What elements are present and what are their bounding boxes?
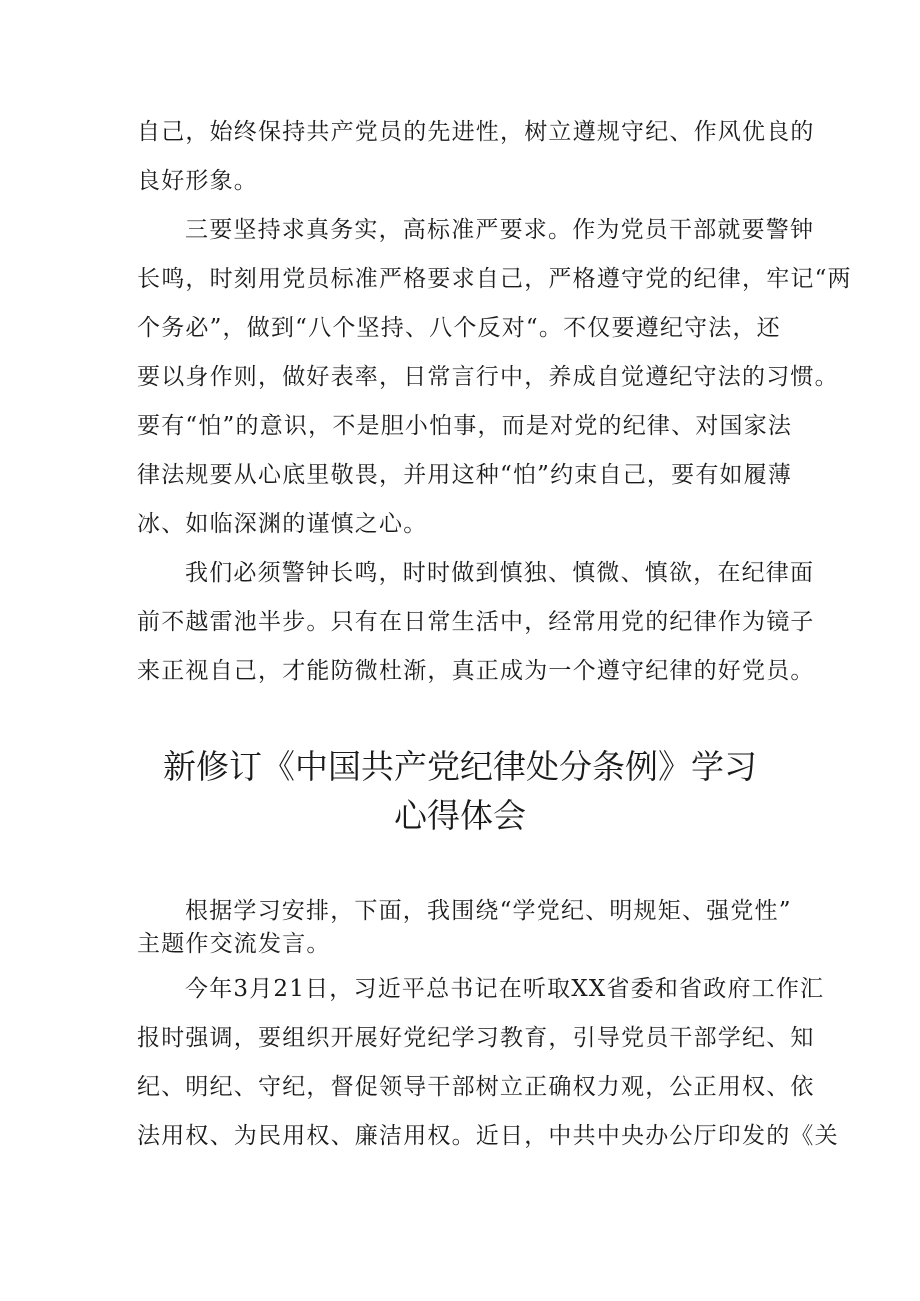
text-line: 根据学习安排，下面，我围绕“学党纪、明规矩、强党性” [185,898,792,924]
text-line: 今年3月21日，习近平总书记在听取XX省委和省政府工作汇 [185,976,825,1002]
text-line: 个务必”，做到“八个坚持、八个反对“。不仅要遵纪守法，还 [137,315,781,341]
text-line: 报时强调，要组织开展好党纪学习教育，引导党员干部学纪、知 [137,1025,815,1051]
text-line: 冰、如临深渊的谨慎之心。 [137,511,428,537]
article-title-line-1: 新修订《中国共产党纪律处分条例》学习 [163,747,757,786]
text-line: 长鸣，时刻用党员标准严格要求自己，严格遵守党的纪律，牢记“两 [137,266,852,292]
text-line: 法用权、为民用权、廉洁用权。近日，中共中央办公厅印发的《关 [137,1123,839,1149]
text-line: 我们必须警钟长鸣，时时做到慎独、慎微、慎欲，在纪律面 [185,560,815,586]
text-line: 三要坚持求真务实，高标准严要求。作为党员干部就要警钟 [185,217,815,243]
text-line: 良好形象。 [137,168,258,194]
text-line: 要以身作则，做好表率，日常言行中，养成自觉遵纪守法的习惯。 [137,364,839,390]
text-line: 主题作交流发言。 [137,931,331,957]
article-title-line-2: 心得体会 [394,796,526,835]
text-line: 律法规要从心底里敬畏，并用这种“怕”约束自己，要有如履薄 [137,462,793,488]
text-line: 自己，始终保持共产党员的先进性，树立遵规守纪、作风优良的 [137,119,815,145]
text-line: 来正视自己，才能防微杜渐，真正成为一个遵守纪律的好党员。 [137,658,815,684]
text-line: 要有“怕”的意识，不是胆小怕事，而是对党的纪律、对国家法 [137,413,793,439]
text-line: 纪、明纪、守纪，督促领导干部树立正确权力观，公正用权、依 [137,1074,815,1100]
text-line: 前不越雷池半步。只有在日常生活中，经常用党的纪律作为镜子 [137,609,815,635]
